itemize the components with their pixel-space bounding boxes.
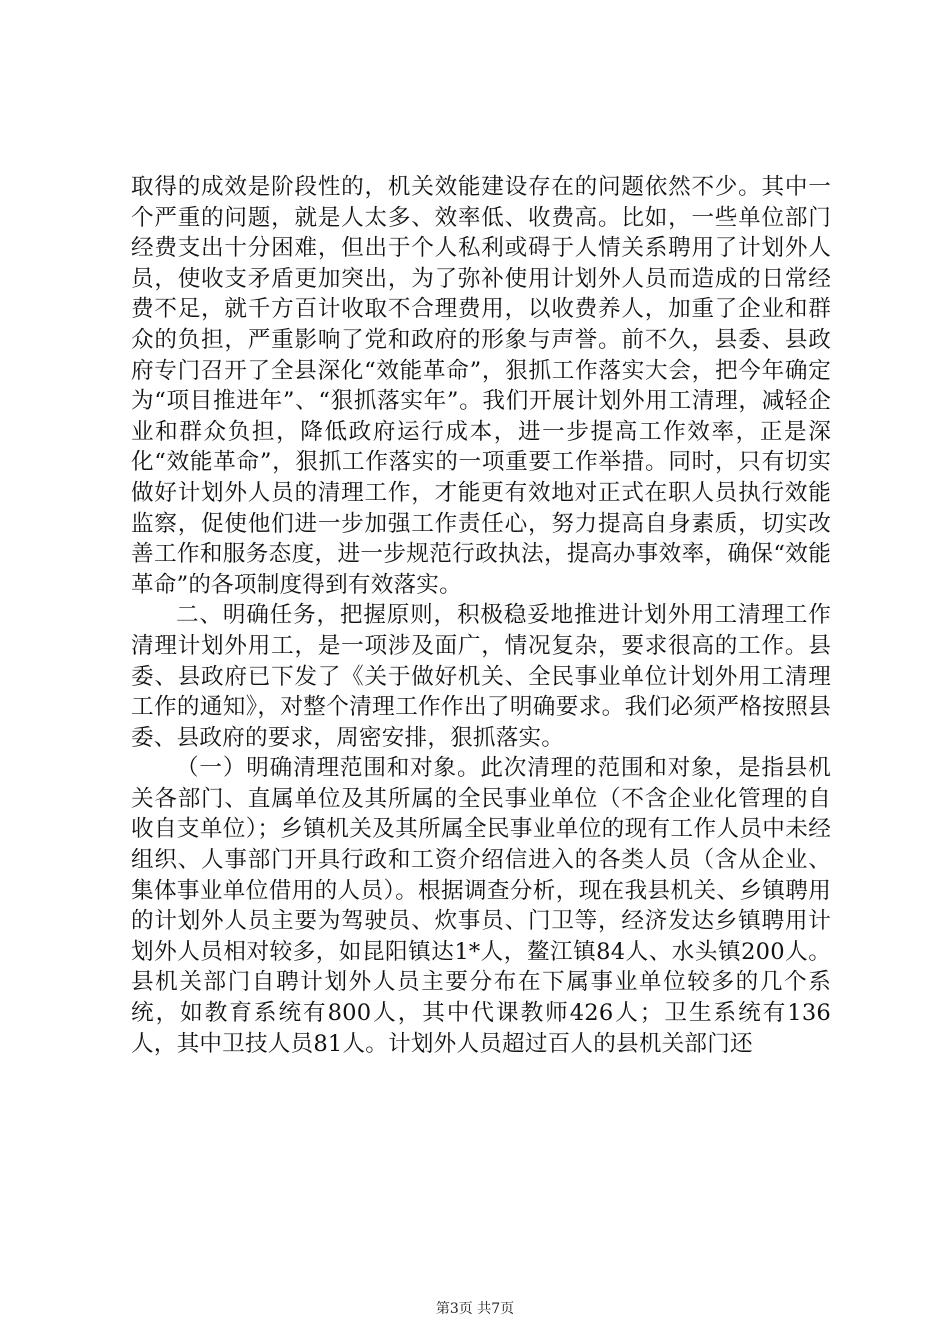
paragraph-scope-and-targets: （一）明确清理范围和对象。此次清理的范围和对象，是指县机关各部门、直属单位及其所属的全民事业单位（不含企业化管理的自收自支单位）；乡镇机关及其所属全民事业单位的现有工作人员中未经组织、人事部门开具行政和工资介绍信进入的各类人员（含从企业、集体事业单位借用的人员）。根据调查分析，现在我县机关、乡镇聘用的计划外人员主要为驾驶员、炊事员、门卫等，经济发达乡镇聘用计划外人员相对较多，如昆阳镇达1*人，鳌江镇84人、水头镇200人。县机关部门自聘计划外人员主要分布在下属事业单位较多的几个系统，如教育系统有800人，其中代课教师426人；卫生系统有136人，其中卫技人员81人。计划外人员超过百人的县机关部门还 [131, 755, 831, 1057]
document-body [131, 172, 831, 1059]
paragraph-section-two: 二、明确任务，把握原则，积极稳妥地推进计划外用工清理工作清理计划外用工，是一项涉及面广，情况复杂，要求很高的工作。县委、县政府已下发了《关于做好机关、全民事业单位计划外用工清理工作的通知》，对整个清理工作作出了明确要求。我们必须严格按照县委、县政府的要求，周密安排，狠抓落实。 [131, 602, 831, 751]
paragraph-continuation: 取得的成效是阶段性的，机关效能建设存在的问题依然不少。其中一个严重的问题，就是人太多、效率低、收费高。比如，一些单位部门经费支出十分困难，但出于个人私利或碍于人情关系聘用了计划外人员，使收支矛盾更加突出，为了弥补使用计划外人员而造成的日常经费不足，就千方百计收取不合理费用，以收费养人，加重了企业和群众的负担，严重影响了党和政府的形象与声誉。前不久，县委、县政府专门召开了全县深化“效能革命”，狠抓工作落实大会，把今年确定为“项目推进年”、“狠抓落实年”。我们开展计划外用工清理，减轻企业和群众负担，降低政府运行成本，进一步提高工作效率，正是深化“效能革命”，狠抓工作落实的一项重要工作举措。同时，只有切实做好计划外人员的清理工作，才能更有效地对正式在职人员执行效能监察，促使他们进一步加强工作责任心，努力提高自身素质，切实改善工作和服务态度，进一步规范行政执法，提高办事效率，确保“效能革命”的各项制度得到有效落实。 [131, 174, 831, 598]
page-number-footer: 第3页 共7页 [435, 1301, 515, 1317]
